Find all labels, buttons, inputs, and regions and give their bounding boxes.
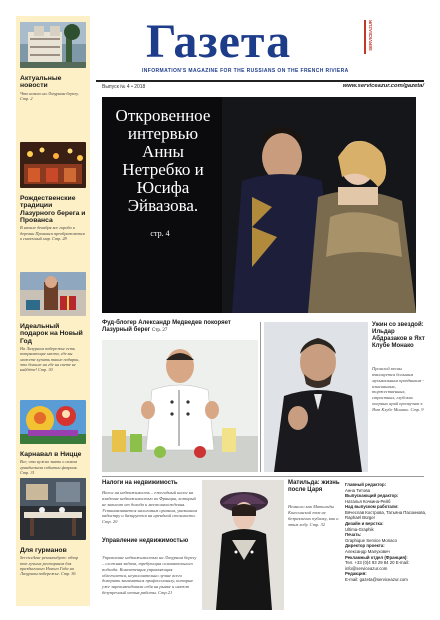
- sidebar-text: ServiceAzur рекомендует: обзор топ лучших ресторанов для праздничного Нового Года на Лазурном побережье. Стр. 36: [20, 555, 79, 577]
- management-text: Управление недвижимостью на Лазурном берегу – сложная задача, требующая основательного подхода. Компетенция управляющая облегчается, неукоснительно лучше всего доверить заниматься профессионалу, которые уже зарекомендовали себя на рынке и имеют безупречный отзыв работы. Стр.21: [102, 555, 197, 596]
- imprint-label: Главный редактор:: [345, 482, 387, 487]
- imprint-label: Печать:: [345, 532, 362, 538]
- sidebar-text: Все, что нужно знать о самом грандиозном событии февраля. Стр. 31: [20, 459, 78, 476]
- matilda-text: Немного как Матильды Кшесинской тем не безразлично публику, как и этим хобу. Стр. 32: [288, 504, 339, 527]
- sidebar-item[interactable]: [20, 142, 86, 241]
- serviceazur-badge: [364, 20, 378, 54]
- taxes-text: Налог на недвижимость – ежегодный налог на владение недвижимостью во Франции, который не зависит от дохода и местонахождения. Устанавливается налоговым органом, указанном кадастру и базируется на арендной стоимости. Стр. 20: [102, 490, 197, 525]
- sidebar-title: Для гурманов: [20, 547, 67, 554]
- restaurant-photo: [20, 478, 86, 540]
- chef-page-ref: Стр. 27: [151, 327, 168, 333]
- sidebar-item[interactable]: [20, 478, 86, 577]
- hero-story[interactable]: [102, 97, 416, 313]
- imprint-value: Наталья Кочкина-Рейб: [345, 498, 391, 504]
- hero-page-ref: стр. 4: [150, 229, 170, 238]
- sidebar-title: Идеальный подарок на Новый Год: [20, 323, 83, 345]
- sidebar-title: Карнавал в Ницце: [20, 451, 82, 458]
- imprint-entry: [345, 555, 427, 572]
- imprint-label: Над выпуском работали:: [345, 504, 399, 510]
- imprint-value: Александр Малухович: [345, 548, 390, 554]
- chef-headline[interactable]: [102, 320, 262, 334]
- ildar-headline[interactable]: Ужин со звездой: Ильдар Абдразаков в Яхт Клубе Монако: [372, 322, 425, 349]
- matilda-headline[interactable]: Матильда: жизнь после Царя: [288, 480, 340, 493]
- ildar-photo[interactable]: [264, 322, 368, 472]
- imprint-entry: [345, 493, 427, 504]
- issue-number: Выпуск № 4 • 2018: [102, 84, 146, 90]
- chef-photo[interactable]: [102, 340, 258, 472]
- website-link[interactable]: www.serviceazur.com/gazeta/: [342, 83, 424, 89]
- ildar-text: Прошлой весны взволнуется большим музыкальным праздником - изысканных, торжественных, страстных, глубоких оперных арий прозвучит в Яхт Клубе Монако. Стр. 9: [372, 366, 424, 412]
- matilda-photo[interactable]: [202, 480, 284, 610]
- sidebar-item[interactable]: [20, 272, 86, 373]
- imprint-entry: [345, 543, 427, 554]
- imprint: [345, 482, 427, 582]
- imprint-entry: [345, 482, 427, 493]
- sidebar-title: Рождественские традиции Лазурного берега и Прованса: [20, 195, 86, 224]
- sidebar-item[interactable]: [20, 22, 86, 101]
- column-divider: [260, 322, 261, 472]
- sidebar-item[interactable]: [20, 400, 86, 475]
- christmas-market-photo: [20, 142, 86, 188]
- imprint-label: Рекламный отдел (Франция):: [345, 554, 408, 560]
- sidebar-text: В начале декабря все города и деревни Прованса преображаются в сказочный мир. Стр. 28: [20, 225, 85, 242]
- imprint-entry: [345, 521, 427, 532]
- sidebar-text: Что нового на Лазурном берегу. Стр. 2: [20, 90, 79, 102]
- taxes-headline[interactable]: Налоги на недвижимость: [102, 480, 178, 486]
- imprint-entry: [345, 504, 427, 521]
- imprint-value: Graphique Service Monaco: [345, 537, 398, 543]
- imprint-entry: [345, 571, 427, 582]
- carnival-photo: [20, 400, 86, 444]
- gift-photo: [20, 272, 86, 316]
- section-divider: [102, 476, 424, 477]
- imprint-value: Тел. +33 (0)4 93 29 84 20 E-mail: info@serviceazur.com: [345, 560, 410, 571]
- sidebar-title: Актуальные новости: [20, 75, 62, 90]
- badge-text: SERVICEAZUR: [368, 20, 373, 51]
- imprint-value: E-mail: gazeta@serviceazur.com: [345, 576, 408, 582]
- imprint-value: Вячеслав Кострова, Татьяна Пасхинова, Raphaël Bürger: [345, 509, 427, 521]
- imprint-entry: [345, 532, 427, 543]
- sidebar: [16, 16, 90, 606]
- masthead: [96, 14, 424, 94]
- imprint-value: Анна Титова: [345, 487, 370, 493]
- sidebar-text: На Лазурном побережье есть потрясающие места, где вы можете купить такие подарки, что больше ни где на свете не найдёте! Стр. 30: [20, 345, 80, 373]
- logo: Газета: [146, 15, 292, 68]
- hotel-photo: [20, 22, 86, 68]
- imprint-label: Дизайн и верстка:: [345, 521, 384, 527]
- imprint-label: Директор проекта:: [345, 543, 385, 549]
- imprint-value: Ultima-Graphik: [345, 526, 374, 532]
- imprint-label: Выпускающий редактор:: [345, 493, 399, 499]
- masthead-rule: [96, 80, 424, 82]
- chef-headline-text: Фуд-блогер Александр Медведев покоряет Лазурный берег: [102, 320, 231, 333]
- imprint-label: Редакция:: [345, 571, 367, 577]
- tagline: INFORMATION'S MAGAZINE FOR THE RUSSIANS ON THE FRENCH RIVIERA: [142, 68, 349, 74]
- hero-headline: Откровенное интервью Анны Нетребко и Юсифа Эйвазова.: [115, 106, 211, 215]
- management-headline[interactable]: Управление недвижимостью: [102, 538, 189, 544]
